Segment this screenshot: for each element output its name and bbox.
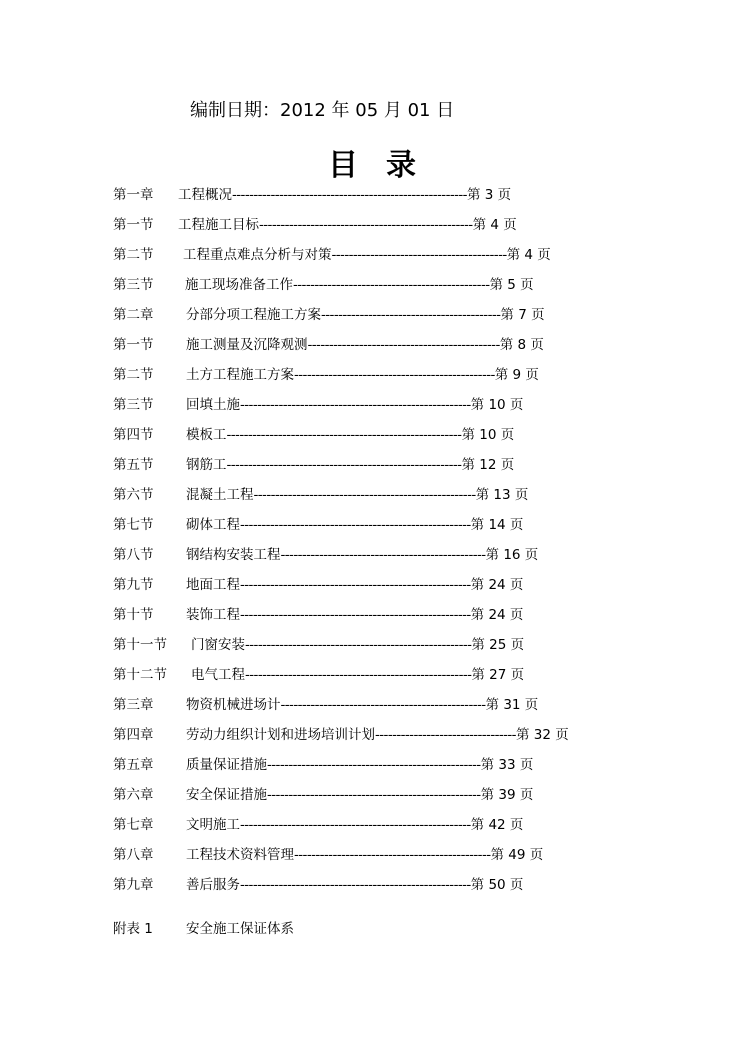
toc-row[interactable] [113,454,569,484]
toc-title: 劳动力组织计划和进场培训计划 [186,727,375,743]
toc-label: 第四节 [113,427,154,443]
toc-title: 工程重点难点分析与对策 [183,247,332,263]
toc-leader: ------------------------------------------------ [280,697,486,713]
toc-label: 第八章 [113,847,154,863]
toc-title: 钢结构安装工程 [186,547,281,563]
toc-entry [186,334,544,356]
toc-page: 第 8 页 [499,337,544,353]
toc-page: 第 49 页 [490,847,544,863]
toc-row[interactable] [113,364,569,394]
toc-label: 第三节 [113,397,154,413]
toc-row[interactable] [113,184,569,214]
toc-row[interactable] [113,484,569,514]
toc-label: 第二节 [113,367,154,383]
toc-row[interactable] [113,694,569,724]
toc-page: 第 50 页 [470,877,524,893]
toc-leader: ----------------------------------------- [331,247,507,263]
toc-leader: ------------------------------------------------ [280,547,486,563]
toc-label: 第七节 [113,517,154,533]
toc-label: 第六节 [113,487,154,503]
toc-title: 地面工程 [186,577,240,593]
toc-title: 安全保证措施 [186,787,267,803]
toc-page: 第 16 页 [485,547,539,563]
toc-entry [186,874,523,896]
toc-page: 第 33 页 [480,757,534,773]
toc-page: 第 7 页 [500,307,545,323]
toc-label: 第一节 [113,337,154,353]
toc-row[interactable] [113,214,569,244]
toc-entry [186,424,514,446]
toc-entry [186,544,538,566]
toc-row[interactable] [113,394,569,424]
toc-title: 土方工程施工方案 [186,367,294,383]
toc-entry [185,274,534,296]
toc-entry [178,214,517,236]
page-title: 目录 [328,148,444,183]
toc-title: 质量保证措施 [186,757,267,773]
toc-page: 第 14 页 [470,517,524,533]
toc-row[interactable] [113,844,569,874]
toc-label: 第十二节 [113,667,167,683]
appendix-title: 安全施工保证体系 [186,921,294,937]
toc-leader: --------------------------------------------- [307,337,500,353]
toc-leader: ------------------------------------------------------ [240,607,471,623]
toc-title: 施工测量及沉降观测 [186,337,308,353]
toc-row[interactable] [113,634,569,664]
toc-row[interactable] [113,754,569,784]
toc-entry [186,694,538,716]
toc-page: 第 31 页 [485,697,539,713]
toc-page: 第 9 页 [494,367,539,383]
toc-row[interactable] [113,784,569,814]
toc-row[interactable] [113,604,569,634]
toc-page: 第 42 页 [470,817,524,833]
toc-page: 第 24 页 [470,577,524,593]
toc-entry [186,454,514,476]
toc-label: 第七章 [113,817,154,833]
toc-title: 砌体工程 [186,517,240,533]
toc-row[interactable] [113,514,569,544]
toc-entry [186,784,533,806]
toc-page: 第 4 页 [472,217,517,233]
toc-row[interactable] [113,244,569,274]
toc-page: 第 13 页 [475,487,529,503]
toc-entry [186,604,523,626]
toc-page: 第 39 页 [480,787,534,803]
toc-leader: --------------------------------- [375,727,516,743]
toc-entry [186,844,543,866]
toc-row[interactable] [113,424,569,454]
toc-entry [183,244,551,266]
toc-label: 第四章 [113,727,154,743]
toc-entry [191,634,524,656]
toc-label: 第三节 [113,277,154,293]
toc-leader: ------------------------------------------------------ [240,517,471,533]
toc-leader: ------------------------------------------------------ [240,817,471,833]
toc-title: 回填土施 [186,397,240,413]
toc-leader: -------------------------------------------------- [259,217,473,233]
toc-row[interactable] [113,274,569,304]
toc-page: 第 3 页 [466,187,512,203]
toc-entry [178,184,511,206]
toc-leader: ------------------------------------------------------ [240,877,471,893]
toc-title: 施工现场准备工作 [185,277,293,293]
toc-leader: ------------------------------------------------------- [226,457,462,473]
toc-title: 钢筋工 [186,457,227,473]
toc-entry [191,664,524,686]
toc-row[interactable] [113,544,569,574]
toc-title: 文明施工 [186,817,240,833]
toc-entry [186,754,533,776]
toc-page: 第 27 页 [471,667,525,683]
toc-leader: -------------------------------------------------- [267,787,481,803]
toc-row[interactable] [113,724,569,754]
toc-label: 第三章 [113,697,154,713]
toc-row[interactable] [113,874,569,904]
toc-leader: ------------------------------------------------------- [226,427,462,443]
toc-leader: ------------------------------------------------------ [240,577,471,593]
toc-leader: ----------------------------------------------------- [245,667,472,683]
toc-row[interactable] [113,574,569,604]
toc-title: 工程技术资料管理 [186,847,294,863]
toc-label: 第一节 [113,217,154,233]
toc-label: 第五章 [113,757,154,773]
toc-page: 第 4 页 [506,247,551,263]
appendix-label: 附表 1 [113,921,153,937]
toc-label: 第九节 [113,577,154,593]
toc-leader: ------------------------------------------ [321,307,501,323]
toc-title: 分部分项工程施工方案 [186,307,321,323]
toc-label: 第十一节 [113,637,167,653]
toc-row[interactable] [113,304,569,334]
toc-title: 善后服务 [186,877,240,893]
compile-date: 编制日期：2012 年 05 月 01 日 [190,100,455,121]
table-of-contents [113,184,569,904]
appendix-entry [113,917,294,937]
toc-label: 第十节 [113,607,154,623]
toc-label: 第一章 [113,187,154,203]
toc-title: 门窗安装 [191,637,245,653]
toc-label: 第八节 [113,547,154,563]
toc-leader: ---------------------------------------------- [294,847,491,863]
toc-title: 工程概况 [178,187,232,203]
toc-entry [186,304,545,326]
toc-leader: ----------------------------------------------------- [245,637,472,653]
toc-label: 第九章 [113,877,154,893]
toc-title: 电气工程 [191,667,245,683]
toc-leader: -------------------------------------------------- [267,757,481,773]
toc-title: 物资机械进场计 [186,697,281,713]
toc-page: 第 5 页 [489,277,534,293]
toc-leader: ---------------------------------------------- [293,277,490,293]
toc-row[interactable] [113,664,569,694]
toc-title: 装饰工程 [186,607,240,623]
toc-label: 第二章 [113,307,154,323]
toc-page: 第 10 页 [470,397,524,413]
toc-page: 第 10 页 [461,427,515,443]
toc-leader: ---------------------------------------------------- [253,487,476,503]
toc-page: 第 32 页 [515,727,569,743]
toc-label: 第二节 [113,247,154,263]
toc-leader: ------------------------------------------------------ [240,397,471,413]
toc-row[interactable] [113,814,569,844]
toc-leader: ----------------------------------------------- [294,367,495,383]
toc-label: 第六章 [113,787,154,803]
toc-entry [186,724,569,746]
toc-title: 混凝土工程 [186,487,254,503]
toc-row[interactable] [113,334,569,364]
toc-label: 第五节 [113,457,154,473]
toc-leader: ------------------------------------------------------- [232,187,467,203]
toc-page: 第 12 页 [461,457,515,473]
toc-entry [186,364,539,386]
toc-page: 第 25 页 [471,637,525,653]
toc-page: 第 24 页 [470,607,524,623]
toc-entry [186,574,523,596]
toc-entry [186,484,528,506]
toc-title: 工程施工目标 [178,217,259,233]
toc-entry [186,394,523,416]
toc-title: 模板工 [186,427,227,443]
toc-entry [186,514,523,536]
toc-entry [186,814,523,836]
